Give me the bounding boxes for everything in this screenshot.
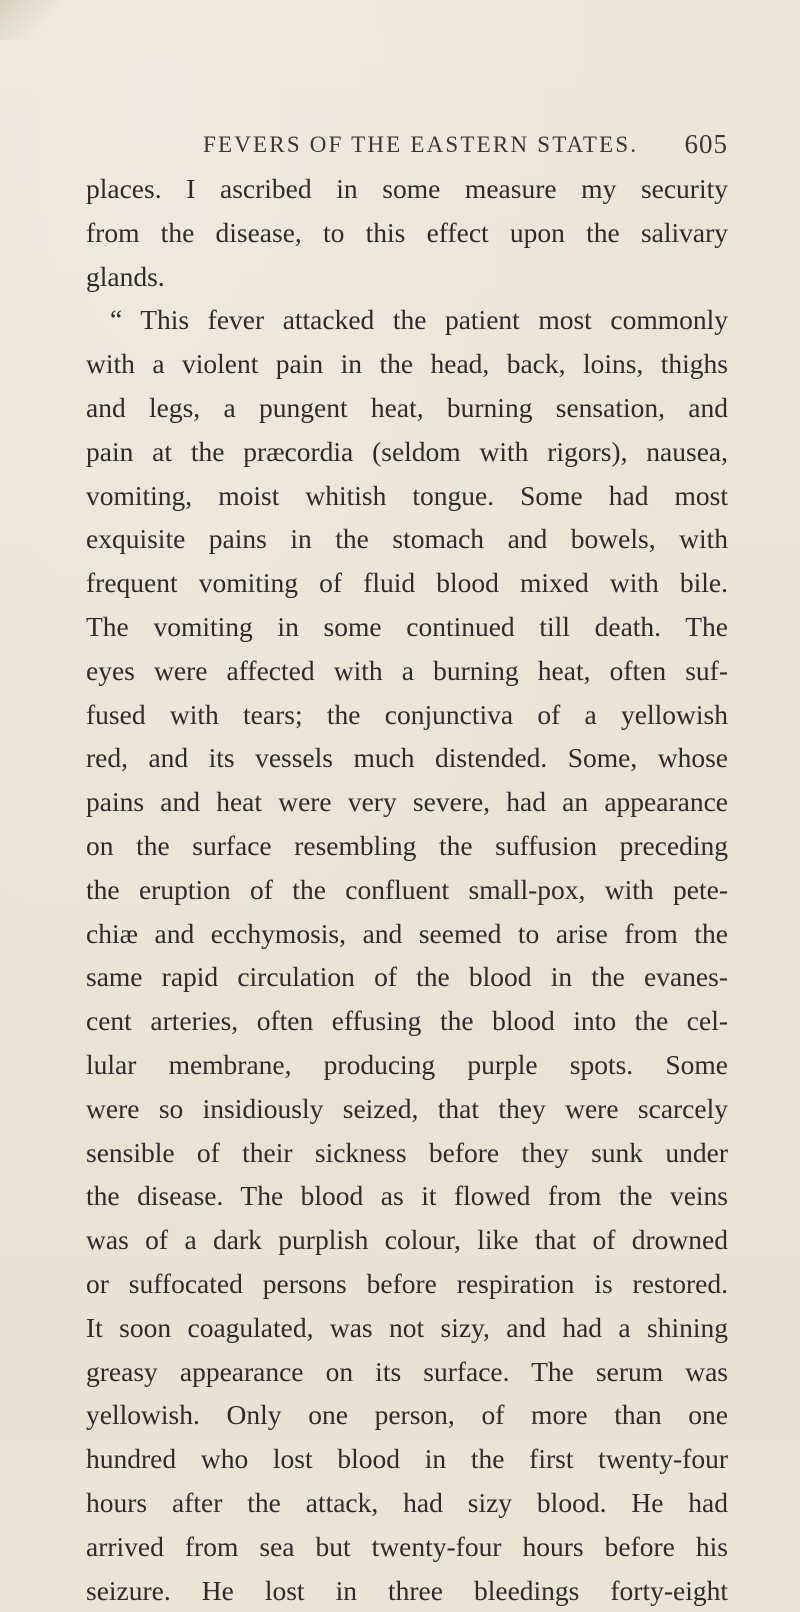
text-line: It soon coagulated, was not sizy, and had a shining: [86, 1306, 728, 1350]
text-line: with a violent pain in the head, back, loins, thighs: [86, 342, 728, 386]
text-line: from the disease, to this effect upon the salivary: [86, 211, 728, 255]
text-line: glands.: [86, 255, 728, 299]
text-line: seizure. He lost in three bleedings forty-eight: [86, 1569, 728, 1612]
text-line: exquisite pains in the stomach and bowels, with: [86, 517, 728, 561]
text-line: pain at the præcordia (seldom with rigors), nausea,: [86, 430, 728, 474]
text-line: cent arteries, often effusing the blood into the cel-: [86, 999, 728, 1043]
text-line: red, and its vessels much distended. Some, whose: [86, 736, 728, 780]
text-line: the disease. The blood as it flowed from the veins: [86, 1174, 728, 1218]
text-line: places. I ascribed in some measure my security: [86, 167, 728, 211]
body-text: [86, 167, 728, 1612]
text-line: The vomiting in some continued till death. The: [86, 605, 728, 649]
text-line: the eruption of the confluent small-pox, with pete-: [86, 868, 728, 912]
text-line: same rapid circulation of the blood in the evanes-: [86, 955, 728, 999]
text-line: sensible of their sickness before they sunk under: [86, 1131, 728, 1175]
text-line: were so insidiously seized, that they were scarcely: [86, 1087, 728, 1131]
text-line: lular membrane, producing purple spots. Some: [86, 1043, 728, 1087]
text-line: and legs, a pungent heat, burning sensation, and: [86, 386, 728, 430]
page-corner-shadow: [0, 0, 60, 40]
text-line: on the surface resembling the suffusion preceding: [86, 824, 728, 868]
text-line: yellowish. Only one person, of more than one: [86, 1393, 728, 1437]
text-line: “ This fever attacked the patient most commonly: [86, 298, 728, 342]
text-line: hundred who lost blood in the first twenty-four: [86, 1437, 728, 1481]
text-line: hours after the attack, had sizy blood. He had: [86, 1481, 728, 1525]
text-line: pains and heat were very severe, had an appearance: [86, 780, 728, 824]
running-title: FEVERS OF THE EASTERN STATES.: [203, 132, 638, 158]
text-line: or suffocated persons before respiration is restored.: [86, 1262, 728, 1306]
page-number: 605: [685, 129, 729, 160]
text-line: vomiting, moist whitish tongue. Some had most: [86, 474, 728, 518]
text-line: arrived from sea but twenty-four hours before his: [86, 1525, 728, 1569]
running-header: [203, 132, 728, 162]
text-line: was of a dark purplish colour, like that of drowned: [86, 1218, 728, 1262]
text-line: greasy appearance on its surface. The serum was: [86, 1350, 728, 1394]
text-line: chiæ and ecchymosis, and seemed to arise from the: [86, 912, 728, 956]
text-line: fused with tears; the conjunctiva of a yellowish: [86, 693, 728, 737]
text-line: frequent vomiting of fluid blood mixed with bile.: [86, 561, 728, 605]
text-line: eyes were affected with a burning heat, often suf-: [86, 649, 728, 693]
